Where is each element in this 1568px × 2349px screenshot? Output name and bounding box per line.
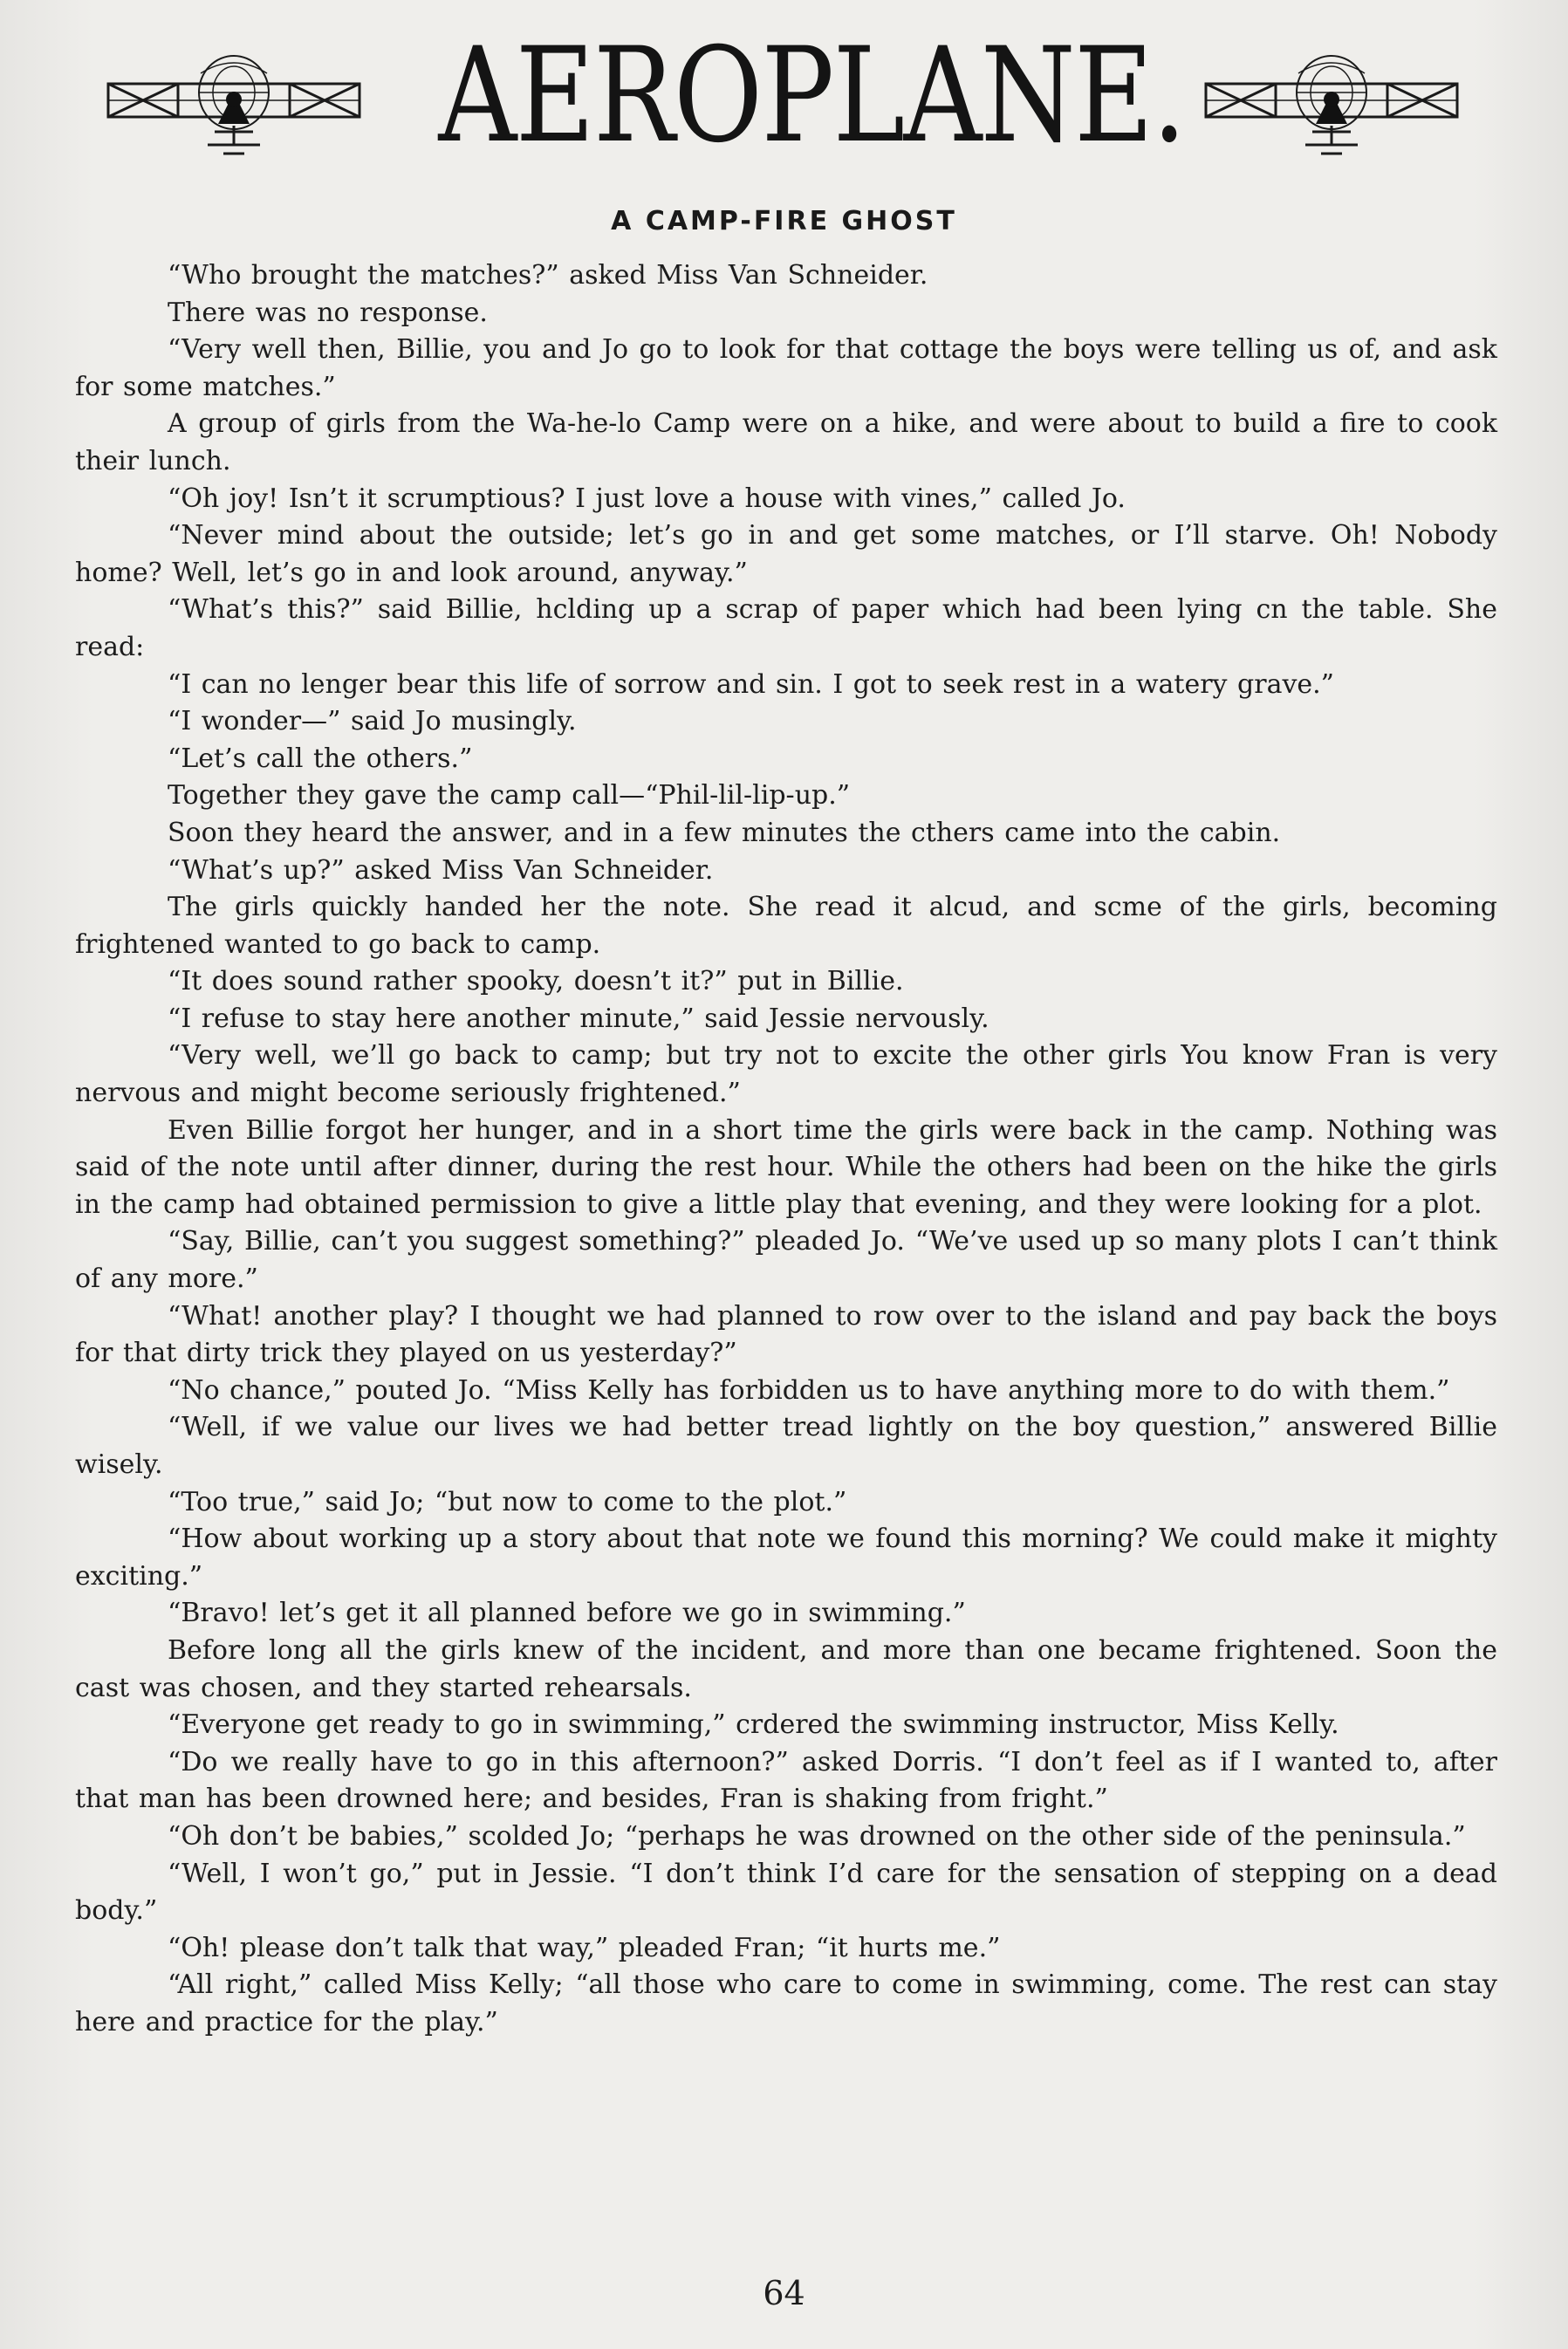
- paragraph: “No chance,” pouted Jo. “Miss Kelly has forbidden us to have anything more to do with them.”: [168, 1374, 1450, 1406]
- biplane-icon: [103, 49, 365, 171]
- paragraph: Soon they heard the answer, and in a few minutes the cthers came into the cabin.: [168, 817, 1281, 848]
- paragraph: “Oh! please don’t talk that way,” pleaded Fran; “it hurts me.”: [168, 1932, 1001, 1963]
- paragraph: “Very well, we’ll go back to camp; but try not to excite the other girls You know Fran is very nervous and might become seriously frightened.”: [75, 1040, 1497, 1109]
- paragraph: “Too true,” said Jo; “but now to come to the plot.”: [168, 1486, 847, 1517]
- paragraph: “Let’s call the others.”: [168, 743, 473, 774]
- paragraph: “Never mind about the outside; let’s go in and get some matches, or I’ll starve. Oh! Nobody home? Well, let’s go in and look around, anyway.”: [75, 520, 1497, 588]
- paragraph: The girls quickly handed her the note. She read it alcud, and scme of the girls, becoming frightened wanted to go back to camp.: [75, 892, 1497, 960]
- paragraph: “Well, if we value our lives we had better tread lightly on the boy question,” answered Billie wisely.: [75, 1412, 1497, 1480]
- paragraph: “Everyone get ready to go in swimming,” crdered the swimming instructor, Miss Kelly.: [168, 1709, 1339, 1741]
- paragraph: “Oh joy! Isn’t it scrumptious? I just love a house with vines,” called Jo.: [168, 483, 1126, 514]
- paragraph: “All right,” called Miss Kelly; “all those who care to come in swimming, come. The rest can stay here and practice for the play.”: [75, 1969, 1497, 2037]
- paragraph: “What! another play? I thought we had planned to row over to the island and pay back the boys for that dirty trick they played on us yesterday?”: [75, 1300, 1497, 1369]
- masthead: [0, 16, 1568, 172]
- paragraph: Before long all the girls knew of the incident, and more than one became frightened. Soon the cast was chosen, and they started rehearsals.: [75, 1634, 1497, 1703]
- paragraph: “Very well then, Billie, you and Jo go to look for that cottage the boys were telling us of, and ask for some matches.”: [75, 334, 1497, 402]
- article-body: [75, 257, 1497, 2042]
- paragraph: “What’s up?” asked Miss Van Schneider.: [168, 854, 714, 886]
- paragraph: “What’s this?” said Billie, hclding up a scrap of paper which had been lying cn the table. She read:: [75, 594, 1497, 662]
- paragraph: “Say, Billie, can’t you suggest something?” pleaded Jo. “We’ve used up so many plots I can’t think of any more.”: [75, 1226, 1497, 1295]
- paragraph: There was no response.: [168, 297, 488, 328]
- article-title: A CAMP-FIRE GHOST: [611, 206, 957, 236]
- paragraph: Together they gave the camp call—“Phil-lil-lip-up.”: [168, 780, 851, 812]
- paragraph: “Bravo! let’s get it all planned before we go in swimming.”: [168, 1598, 966, 1629]
- paragraph: “Do we really have to go in this afternoon?” asked Dorris. “I don’t feel as if I wanted to, after that man has been drowned here; and besides, Fran is shaking from fright.”: [75, 1746, 1497, 1815]
- paragraph: A group of girls from the Wa-he-lo Camp were on a hike, and were about to build a fire to cook their lunch.: [75, 408, 1497, 476]
- page-number: 64: [763, 2274, 805, 2312]
- paragraph: “Oh don’t be babies,” scolded Jo; “perhaps he was drowned on the other side of the peninsula.”: [168, 1820, 1466, 1852]
- masthead-title: AEROPLANE.: [438, 20, 1186, 172]
- biplane-icon: [1201, 49, 1462, 171]
- paragraph: “Well, I won’t go,” put in Jessie. “I don’t think I’d care for the sensation of stepping on a dead body.”: [75, 1858, 1497, 1927]
- paragraph: “It does sound rather spooky, doesn’t it?” put in Billie.: [168, 966, 904, 997]
- paragraph: “I refuse to stay here another minute,” said Jessie nervously.: [168, 1003, 989, 1034]
- paragraph: “How about working up a story about that note we found this morning? We could make it mighty exciting.”: [75, 1524, 1497, 1592]
- paragraph: “I wonder—” said Jo musingly.: [168, 706, 577, 737]
- paragraph: Even Billie forgot her hunger, and in a short time the girls were back in the camp. Nothing was said of the note until after dinner, during the rest hour. While the others had been on the hike the girls in the camp had obtained permission to give a little play that evening, and they were looking for a plot.: [75, 1114, 1497, 1220]
- paragraph: “I can no lenger bear this life of sorrow and sin. I got to seek rest in a watery grave.”: [168, 668, 1335, 700]
- paragraph: “Who brought the matches?” asked Miss Van Schneider.: [168, 260, 928, 291]
